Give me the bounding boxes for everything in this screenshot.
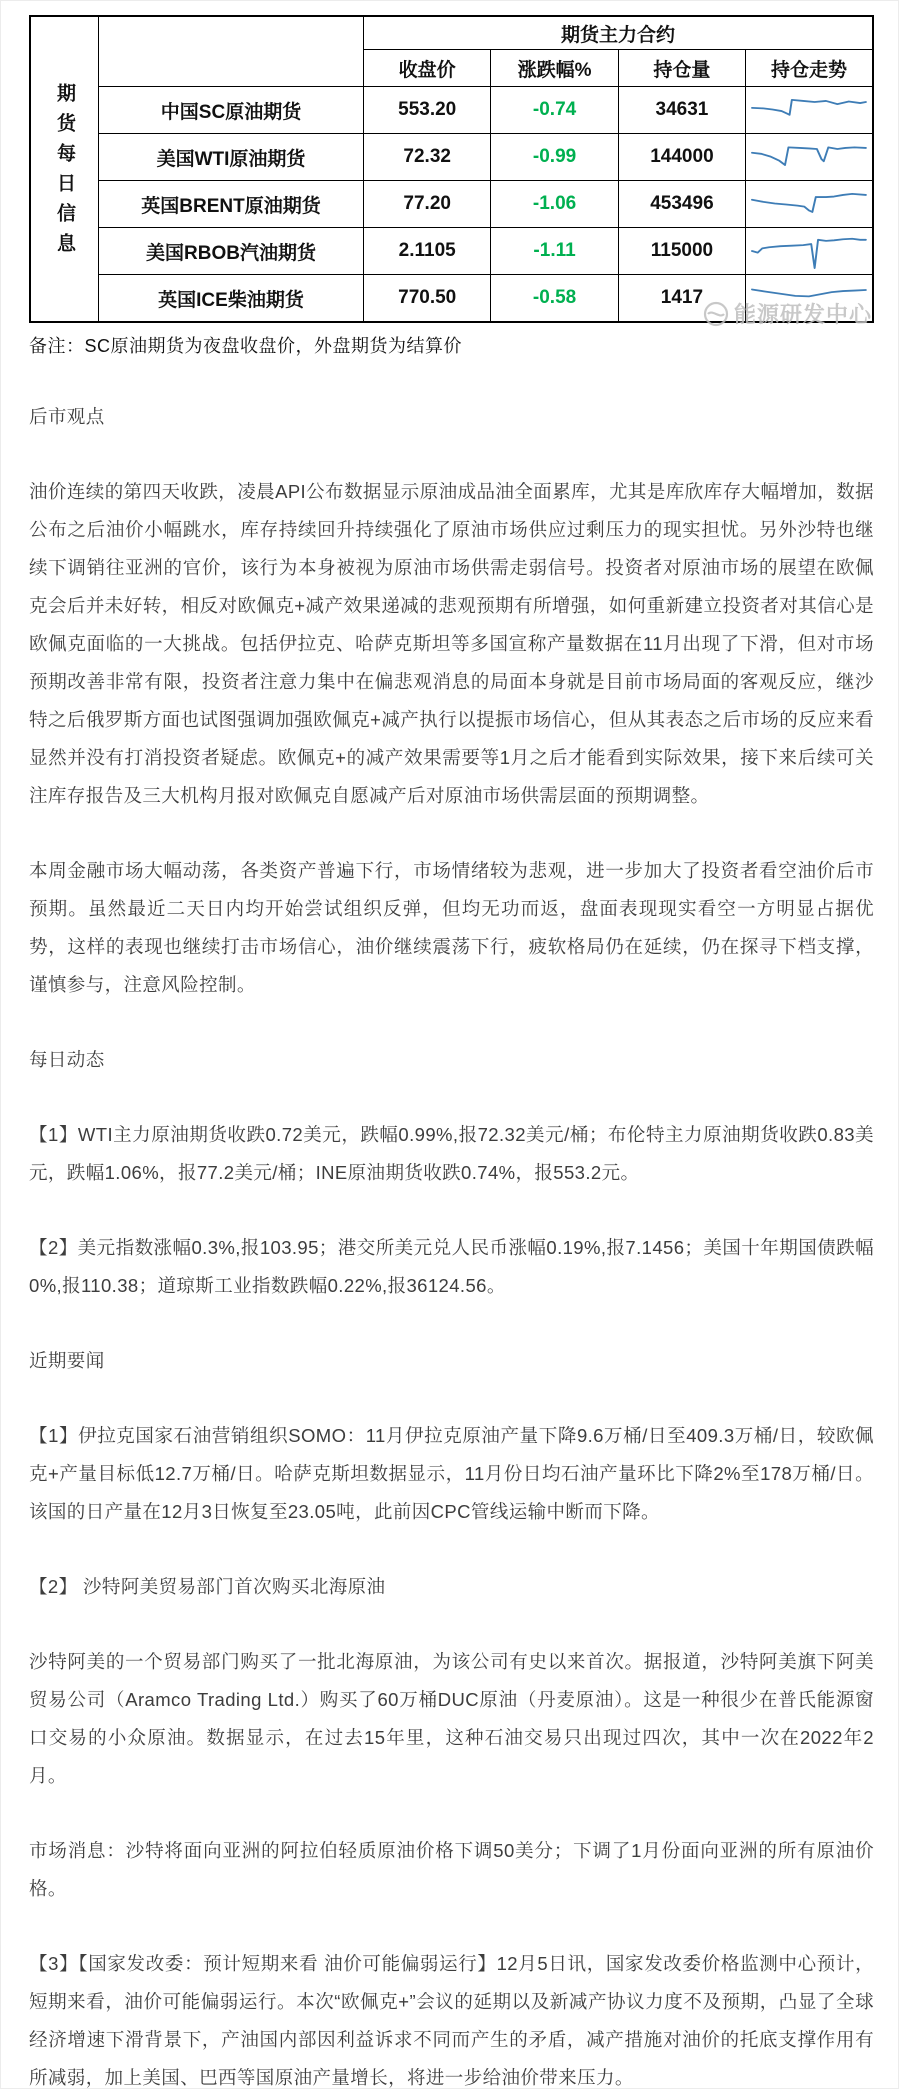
contract-name: 美国WTI原油期货 (99, 134, 364, 181)
sparkline-chart (752, 188, 866, 220)
open-interest: 1417 (618, 275, 745, 323)
table-row (30, 181, 873, 228)
contract-name: 中国SC原油期货 (99, 87, 364, 134)
column-header-open-interest: 持仓量 (618, 50, 745, 87)
watermark-label: 能源研发中心 (733, 302, 872, 327)
sparkline-chart (752, 141, 866, 173)
section-heading-recent-news: 近期要闻 (29, 1350, 105, 1371)
table-row (30, 87, 873, 134)
table-row (30, 228, 873, 275)
contract-name: 英国BRENT原油期货 (99, 181, 364, 228)
change-pct: -1.11 (491, 228, 618, 275)
close-price: 77.20 (364, 181, 491, 228)
table-row (30, 275, 873, 323)
column-header-change: 涨跌幅% (491, 50, 618, 87)
news-item-3: 【3】【国家发改委：预计短期来看 油价可能偏弱运行】12月5日讯，国家发改委价格监测中心预计，短期来看，油价可能偏弱运行。本次“欧佩克+”会议的延期以及新减产协议力度不及预期，凸显了全球经济增速下滑背景下，产油国内部因利益诉求不同而产生的矛盾，减产措施对油价的托底支撑作用有所减弱，加上美国、巴西等国原油产量增长，将进一步给油价带来压力。 (29, 1953, 874, 2088)
oi-sparkline (746, 275, 873, 323)
table-row (30, 134, 873, 181)
close-price: 2.1105 (364, 228, 491, 275)
close-price: 72.32 (364, 134, 491, 181)
sparkline-chart (752, 282, 866, 314)
contract-name: 英国ICE柴油期货 (99, 275, 364, 323)
open-interest: 453496 (618, 181, 745, 228)
change-pct: -0.58 (491, 275, 618, 323)
contract-name-column-header (99, 16, 364, 87)
daily-update-item-2: 【2】美元指数涨幅0.3%,报103.95；港交所美元兑人民币涨幅0.19%,报7.1456；美国十年期国债跌幅0%,报110.38；道琼斯工业指数跌幅0.22%,报36124.56。 (29, 1237, 874, 1296)
outlook-paragraph-2: 本周金融市场大幅动荡，各类资产普遍下行，市场情绪较为悲观，进一步加大了投资者看空油价后市预期。虽然最近二天日内均开始尝试组织反弹，但均无功而返，盘面表现现实看空一方明显占据优势，这样的表现也继续打击市场信心，油价继续震荡下行，疲软格局仍在延续，仍在探寻下档支撑，谨慎参与，注意风险控制。 (29, 860, 874, 995)
sparkline-chart (752, 235, 866, 267)
change-pct: -0.74 (491, 87, 618, 134)
outlook-paragraph-1: 油价连续的第四天收跌，凌晨API公布数据显示原油成品油全面累库，尤其是库欣库存大幅增加，数据公布之后油价小幅跳水，库存持续回升持续强化了原油市场供应过剩压力的现实担忧。另外沙特也继续下调销往亚洲的官价，该行为本身被视为原油市场供需走弱信号。投资者对原油市场的展望在欧佩克会后并未好转，相反对欧佩克+减产效果递减的悲观预期有所增强，如何重新建立投资者对其信心是欧佩克面临的一大挑战。包括伊拉克、哈萨克斯坦等多国宣称产量数据在11月出现了下滑，但对市场预期改善非常有限，投资者注意力集中在偏悲观消息的局面本身就是目前市场局面的客观反应，继沙特之后俄罗斯方面也试图强调加强欧佩克+减产执行以提振市场信心，但从其表态之后市场的反应来看显然并没有打消投资者疑虑。欧佩克+的减产效果需要等1月之后才能看到实际效果，接下来后续可关注库存报告及三大机构月报对欧佩克自愿减产后对原油市场供需层面的预期调整。 (29, 481, 874, 806)
open-interest: 115000 (618, 228, 745, 275)
close-price: 553.20 (364, 87, 491, 134)
open-interest: 34631 (618, 87, 745, 134)
news-item-2-body: 沙特阿美的一个贸易部门购买了一批北海原油，为该公司有史以来首次。据报道，沙特阿美旗下阿美贸易公司（Aramco Trading Ltd.）购买了60万桶DUC原油（丹麦原油）。这是一种很少在普氏能源窗口交易的小众原油。数据显示，在过去15年里，这种石油交易只出现过四次，其中一次在2022年2月。 (29, 1651, 874, 1786)
oi-sparkline (746, 87, 873, 134)
sparkline-chart (752, 94, 866, 126)
section-heading-daily-updates: 每日动态 (29, 1049, 105, 1070)
close-price: 770.50 (364, 275, 491, 323)
table-side-title: 期货每日信息 (30, 16, 99, 322)
daily-update-item-1: 【1】WTI主力原油期货收跌0.72美元，跌幅0.99%,报72.32美元/桶；布伦特主力原油期货收跌0.83美元，跌幅1.06%，报77.2美元/桶；INE原油期货收跌0.74%，报553.2元。 (29, 1124, 874, 1183)
oi-sparkline (746, 134, 873, 181)
column-header-close: 收盘价 (364, 50, 491, 87)
oi-sparkline (746, 181, 873, 228)
main-contract-group-header: 期货主力合约 (364, 16, 874, 50)
futures-daily-table (29, 15, 874, 323)
change-pct: -0.99 (491, 134, 618, 181)
news-item-1: 【1】伊拉克国家石油营销组织SOMO：11月伊拉克原油产量下降9.6万桶/日至409.3万桶/日，较欧佩克+产量目标低12.7万桶/日。哈萨克斯坦数据显示，11月份日均石油产量环比下降2%至178万桶/日。该国的日产量在12月3日恢复至23.05吨，此前因CPC管线运输中断而下降。 (29, 1425, 874, 1522)
column-header-oi-trend: 持仓走势 (746, 50, 873, 87)
news-item-2-title: 【2】 沙特阿美贸易部门首次购买北海原油 (29, 1576, 386, 1597)
change-pct: -1.06 (491, 181, 618, 228)
open-interest: 144000 (618, 134, 745, 181)
table-footnote: 备注：SC原油期货为夜盘收盘价，外盘期货为结算价 (29, 336, 463, 356)
market-message: 市场消息：沙特将面向亚洲的阿拉伯轻质原油价格下调50美分；下调了1月份面向亚洲的所有原油价格。 (29, 1840, 874, 1899)
report-body (29, 398, 874, 2097)
contract-name: 美国RBOB汽油期货 (99, 228, 364, 275)
oi-sparkline (746, 228, 873, 275)
section-heading-outlook: 后市观点 (29, 406, 105, 427)
futures-table-container (29, 15, 874, 327)
